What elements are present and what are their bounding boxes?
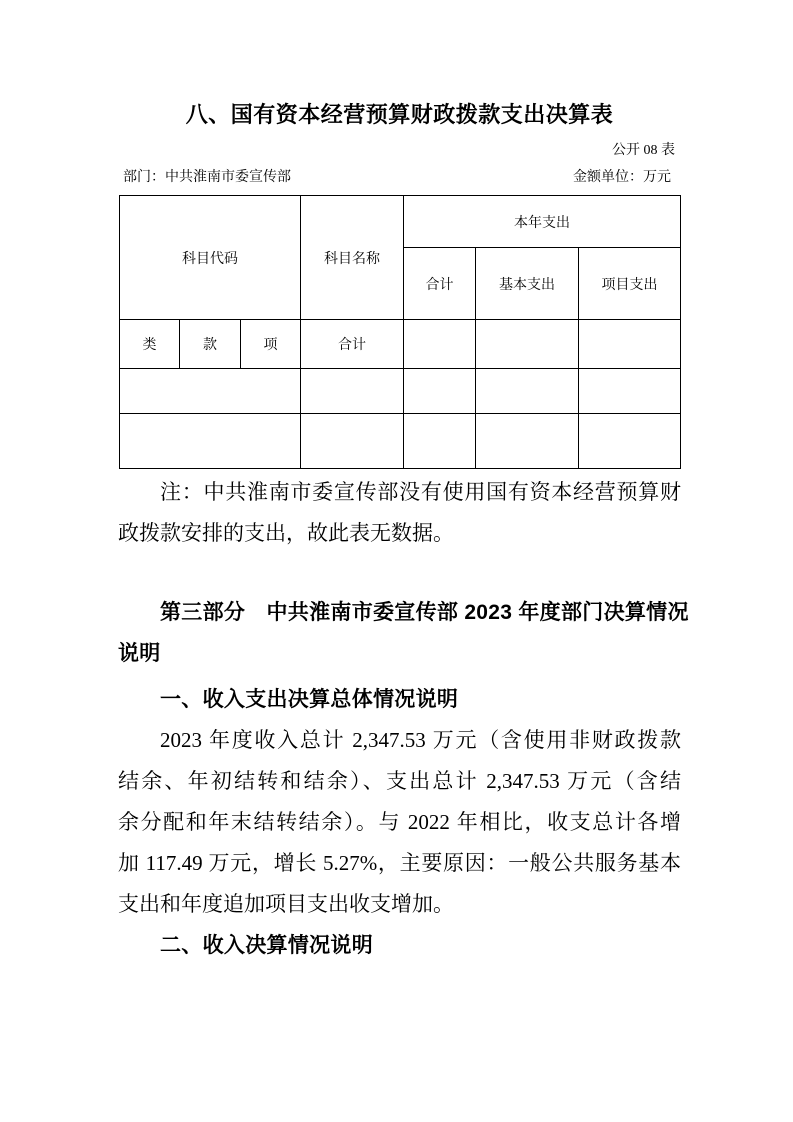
- table-row: [120, 414, 681, 469]
- row-total-cell: [404, 414, 476, 469]
- row-project-cell: [579, 414, 681, 469]
- row-total-cell: [404, 369, 476, 414]
- header-cell-subject-name: 科目名称: [301, 196, 404, 320]
- page-title: 八、国有资本经营预算财政拨款支出决算表: [185, 102, 614, 127]
- heading-line: 说明: [118, 642, 161, 665]
- paragraph-line: 支出和年度追加项目支出收支增加。: [118, 892, 454, 916]
- heading-line: 第三部分 中共淮南市委宣传部 2023 年度部门决算情况: [160, 601, 689, 624]
- paragraph-line: 余分配和年末结转结余）。与 2022 年相比，收支总计各增: [118, 810, 681, 834]
- paragraph-line: 加 117.49 万元，增长 5.27%，主要原因：一般公共服务基本: [118, 851, 681, 875]
- row-basic-cell: [476, 414, 579, 469]
- paragraph-line: 2023 年度收入总计 2,347.53 万元（含使用非财政拨款: [160, 728, 681, 752]
- header-cell-total: 合计: [404, 248, 476, 320]
- header-cell-section: 款: [180, 320, 241, 369]
- table-total-row: [120, 320, 681, 369]
- row-name-cell: [301, 369, 404, 414]
- total-row-basic-cell: [476, 320, 579, 369]
- row-name-cell: [301, 414, 404, 469]
- section-heading-income-statement: 二、收入决算情况说明: [160, 934, 373, 957]
- header-cell-subject-code: 科目代码: [120, 196, 301, 320]
- row-project-cell: [579, 369, 681, 414]
- row-basic-cell: [476, 369, 579, 414]
- row-code-cell: [120, 369, 301, 414]
- overview-paragraph: [118, 720, 681, 925]
- part3-heading: [118, 592, 689, 674]
- table-code-label: 公开 08 表: [612, 143, 675, 158]
- section-heading-income-expenditure-overview: 一、收入支出决算总体情况说明: [160, 688, 459, 711]
- header-cell-project-expenditure: 项目支出: [579, 248, 681, 320]
- header-cell-basic-expenditure: 基本支出: [476, 248, 579, 320]
- header-cell-class: 类: [120, 320, 180, 369]
- header-cell-item: 项: [241, 320, 301, 369]
- header-cell-current-year-expenditure: 本年支出: [404, 196, 681, 248]
- total-row-project-cell: [579, 320, 681, 369]
- table-note: [118, 472, 681, 554]
- total-row-total-cell: [404, 320, 476, 369]
- department-label: 部门：中共淮南市委宣传部: [123, 170, 291, 185]
- table-row: [120, 369, 681, 414]
- table-header-row-1: [120, 196, 681, 248]
- expenditure-table: [119, 195, 681, 469]
- row-code-cell: [120, 414, 301, 469]
- unit-label: 金额单位：万元: [573, 170, 671, 185]
- table-meta-row: [118, 168, 681, 188]
- note-line: 注：中共淮南市委宣传部没有使用国有资本经营预算财: [160, 480, 681, 504]
- paragraph-line: 结余、年初结转和结余）、支出总计 2,347.53 万元（含结: [118, 769, 681, 793]
- note-line: 政拨款安排的支出，故此表无数据。: [118, 521, 454, 545]
- total-row-label-cell: 合计: [301, 320, 404, 369]
